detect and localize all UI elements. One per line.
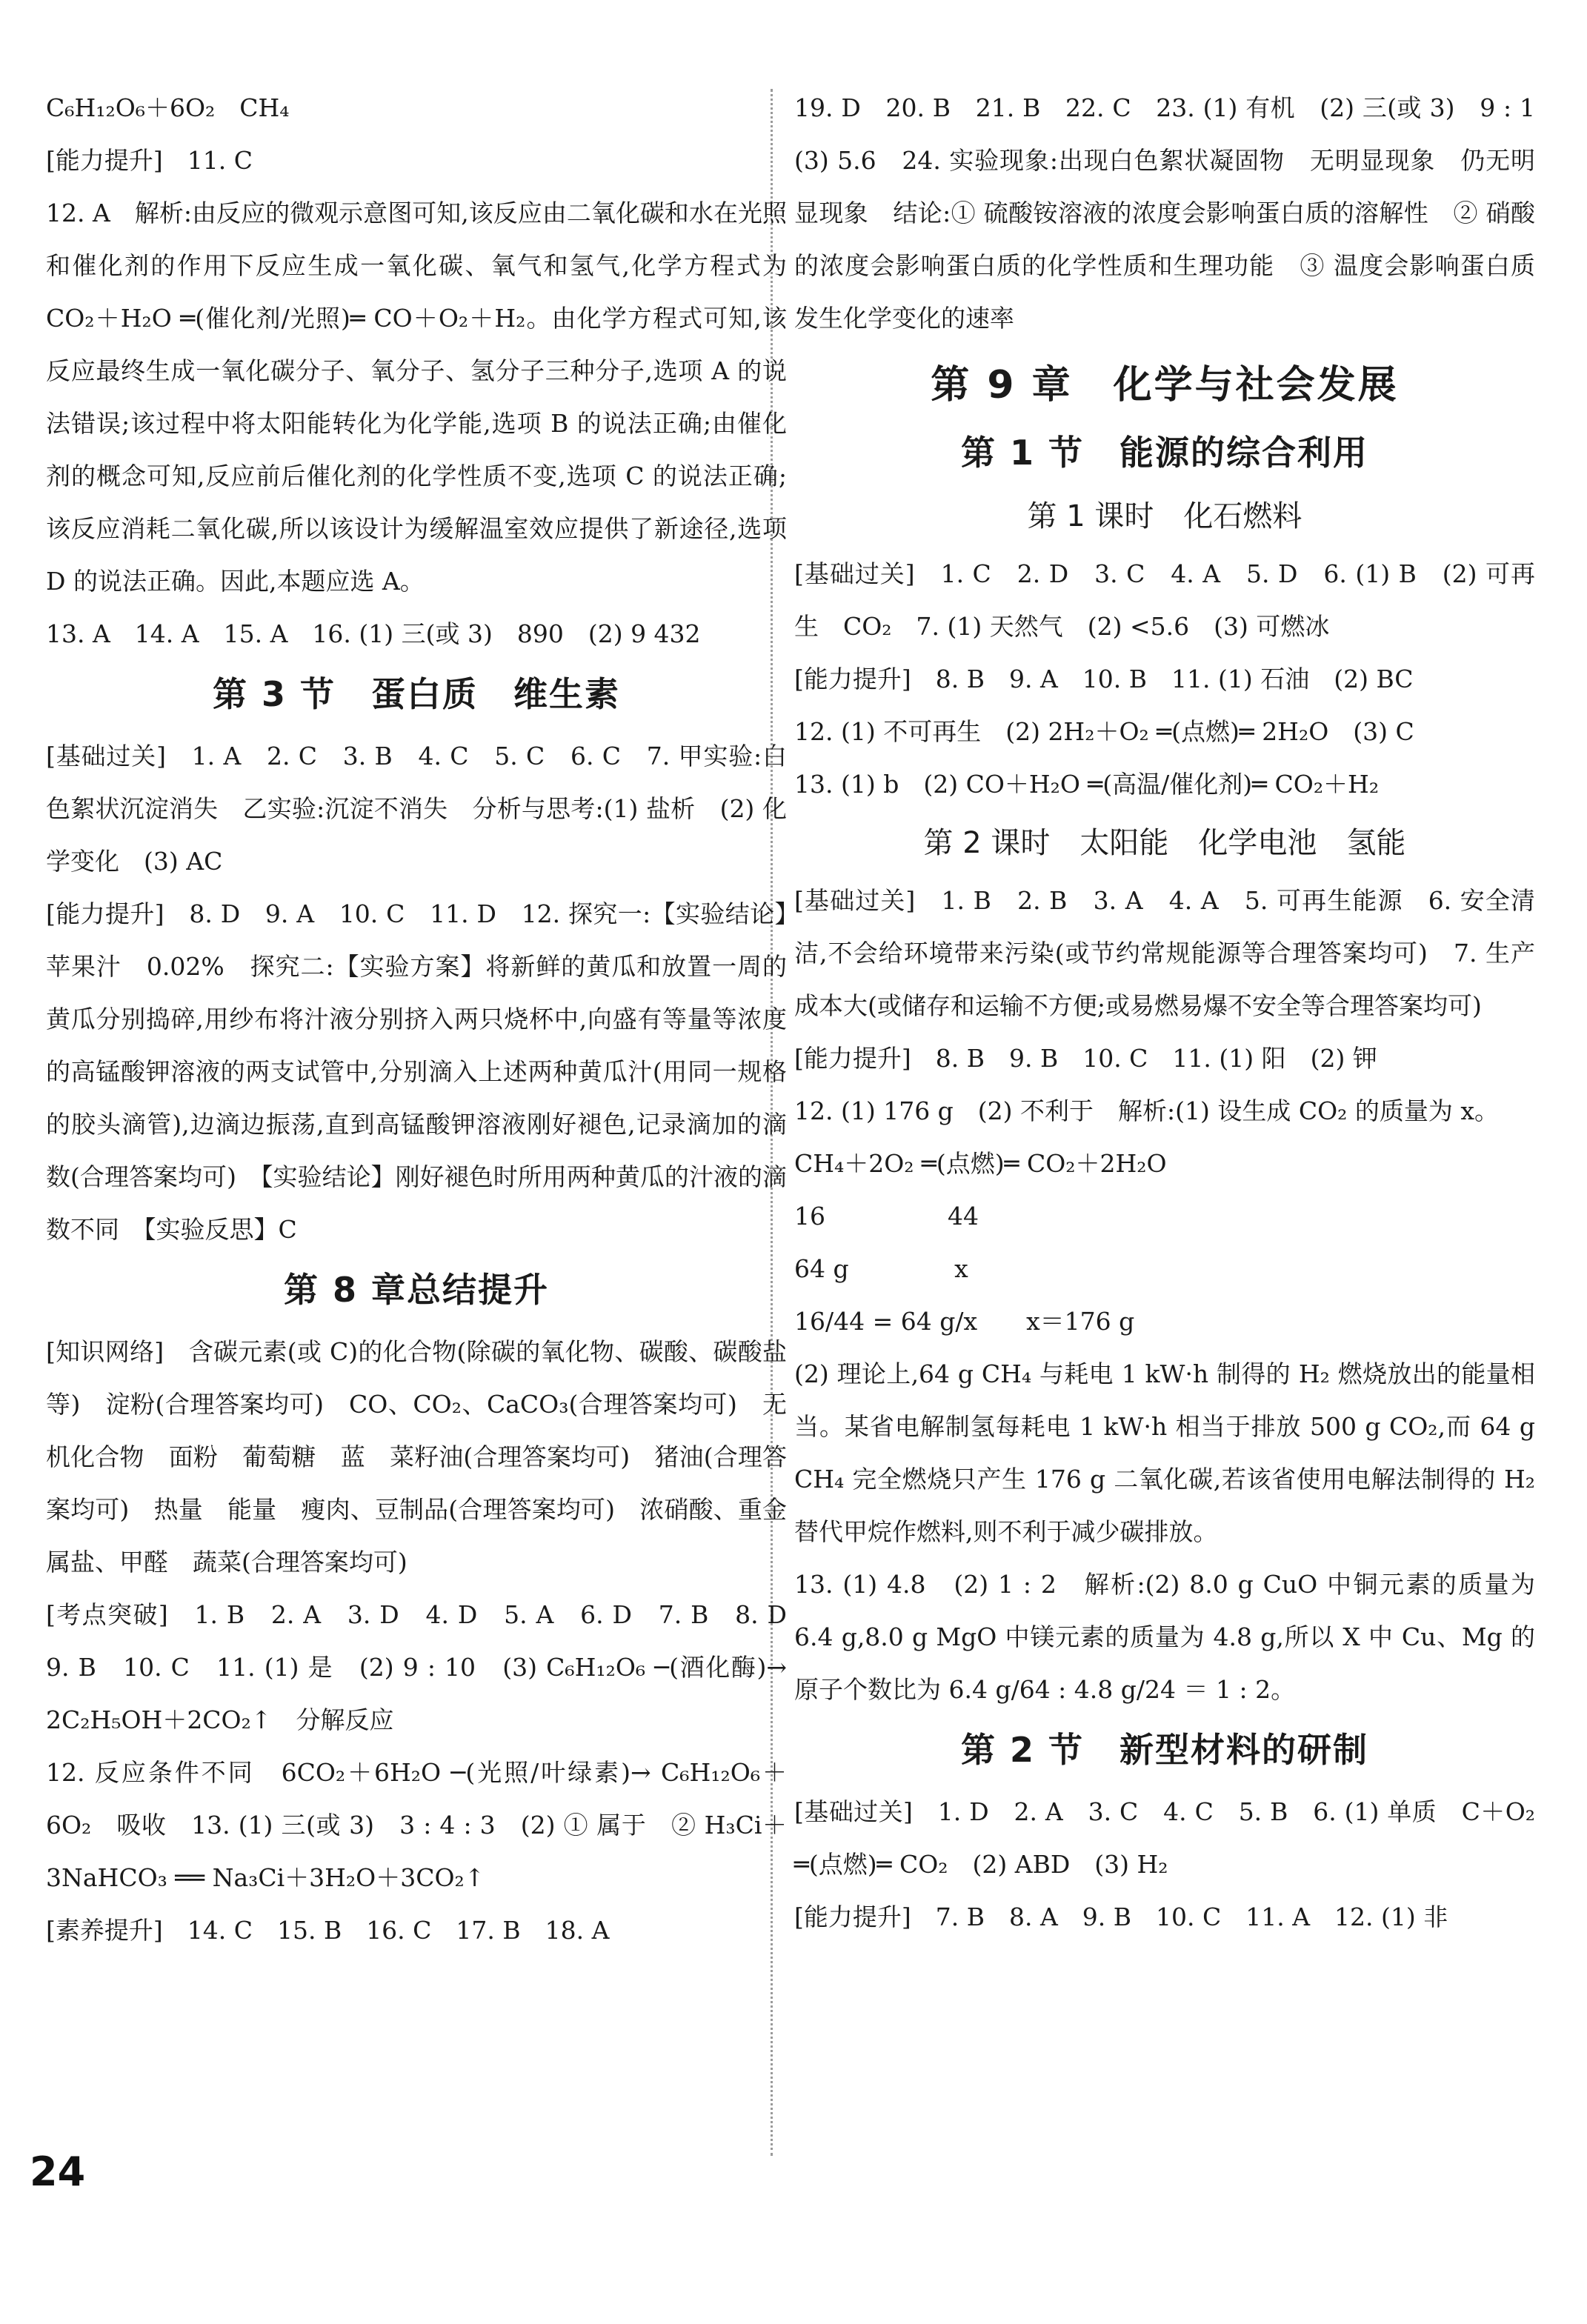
equation-line: 64 g x: [794, 1254, 968, 1283]
answer-line: 13. (1) b (2) CO＋H₂O ═(高温/催化剂)═ CO₂＋H₂: [794, 770, 1380, 799]
answer-line: 13. A 14. A 15. A 16. (1) 三(或 3) 890 (2) 9 432: [46, 619, 701, 648]
section-title: 第 2 节 新型材料的研制: [960, 1730, 1369, 1770]
lesson-title: 第 1 课时 化石燃料: [1027, 499, 1302, 533]
answer-line: [能力提升] 8. B 9. A 10. B 11. (1) 石油 (2) BC: [794, 665, 1414, 693]
right-column: [794, 81, 1560, 1943]
answer-line: C₆H₁₂O₆＋6O₂ CH₄: [46, 93, 290, 122]
section-title: 第 3 节 蛋白质 维生素: [212, 674, 621, 714]
answer-paragraph: 13. (1) 4.8 (2) 1 : 2 解析:(2) 8.0 g CuO 中铜元素的质量为 6.4 g,8.0 g MgO 中镁元素的质量为 4.8 g,所以 X 中 Cu、Mg 的原子个数比为 6.4 g/64 : 4.8 g/24 ＝ 1 : 2。: [794, 1570, 1535, 1704]
answer-paragraph: [基础过关] 1. A 2. C 3. B 4. C 5. C 6. C 7. 甲实验:白色絮状沉淀消失 乙实验:沉淀不消失 分析与思考:(1) 盐析 (2) 化学变化 (3) AC: [46, 742, 787, 876]
answer-paragraph: [基础过关] 1. C 2. D 3. C 4. A 5. D 6. (1) B (2) 可再生 CO₂ 7. (1) 天然气 (2) <5.6 (3) 可燃冰: [794, 559, 1535, 641]
answer-line: 12. (1) 不可再生 (2) 2H₂＋O₂ ═(点燃)═ 2H₂O (3) C: [794, 717, 1414, 746]
answer-line: [能力提升] 11. C: [46, 146, 253, 175]
left-column: [46, 81, 811, 1957]
answer-line: [能力提升] 7. B 8. A 9. B 10. C 11. A 12. (1) 非: [794, 1902, 1448, 1931]
equation-line: 16 44: [794, 1202, 979, 1231]
answer-paragraph: (2) 理论上,64 g CH₄ 与耗电 1 kW·h 制得的 H₂ 燃烧放出的能量相当。某省电解制氢每耗电 1 kW·h 相当于排放 500 g CO₂,而 64 g CH₄ 完全燃烧只产生 176 g 二氧化碳,若该省使用电解法制得的 H₂ 替代甲烷作燃料,则不利于减少碳排放。: [794, 1359, 1535, 1546]
equation-line: 16/44 = 64 g/x x＝176 g: [794, 1307, 1135, 1336]
answer-line: [能力提升] 8. B 9. B 10. C 11. (1) 阳 (2) 钾: [794, 1044, 1377, 1073]
answer-paragraph: [能力提升] 8. D 9. A 10. C 11. D 12. 探究一:【实验结论】苹果汁 0.02% 探究二:【实验方案】将新鲜的黄瓜和放置一周的黄瓜分别捣碎,用纱布将汁液分别挤入两只烧杯中,向盛有等量等浓度的高锰酸钾溶液的两支试管中,分别滴入上述两种黄瓜汁(用同一规格的胶头滴管),边滴边振荡,直到高锰酸钾溶液刚好褪色,记录滴加的滴数(合理答案均可) 【实验结论】刚好褪色时所用两种黄瓜的汁液的滴数不同 【实验反思】C: [46, 899, 787, 1244]
answer-paragraph: [知识网络] 含碳元素(或 C)的化合物(除碳的氧化物、碳酸、碳酸盐等) 淀粉(合理答案均可) CO、CO₂、CaCO₃(合理答案均可) 无机化合物 面粉 葡萄糖 蓝 菜籽油(合理答案均可) 猪油(合理答案均可) 热量 能量 瘦肉、豆制品(合理答案均可) 浓硝酸、重金属盐、甲醛 蔬菜(合理答案均可): [46, 1337, 787, 1576]
page-number: 24: [30, 2148, 86, 2195]
answer-line: [素养提升] 14. C 15. B 16. C 17. B 18. A: [46, 1916, 610, 1945]
answer-paragraph: 19. D 20. B 21. B 22. C 23. (1) 有机 (2) 三(或 3) 9 : 1 (3) 5.6 24. 实验现象:出现白色絮状凝固物 无明显现象 仍无明显现象 结论:① 硫酸铵溶液的浓度会影响蛋白质的溶解性 ② 硝酸的浓度会影响蛋白质的化学性质和生理功能 ③ 温度会影响蛋白质发生化学变化的速率: [794, 93, 1560, 333]
lesson-title: 第 2 课时 太阳能 化学电池 氢能: [923, 826, 1406, 860]
chapter-summary-title: 第 8 章总结提升: [283, 1270, 550, 1310]
answer-paragraph: 12. A 解析:由反应的微观示意图可知,该反应由二氧化碳和水在光照和催化剂的作用下反应生成一氧化碳、氧气和氢气,化学方程式为 CO₂＋H₂O ═(催化剂/光照)═ CO＋O₂＋H₂。由化学方程式可知,该反应最终生成一氧化碳分子、氧分子、氢分子三种分子,选项 A 的说法错误;该过程中将太阳能转化为化学能,选项 B 的说法正确;由催化剂的概念可知,反应前后催化剂的化学性质不变,选项 C 的说法正确;该反应消耗二氧化碳,所以该设计为缓解温室效应提供了新途径,选项 D 的说法正确。因此,本题应选 A。: [46, 199, 787, 596]
answer-paragraph: [基础过关] 1. D 2. A 3. C 4. C 5. B 6. (1) 单质 C＋O₂ ═(点燃)═ CO₂ (2) ABD (3) H₂: [794, 1797, 1535, 1879]
answer-paragraph: [基础过关] 1. B 2. B 3. A 4. A 5. 可再生能源 6. 安全清洁,不会给环境带来污染(或节约常规能源等合理答案均可) 7. 生产成本大(或储存和运输不方便;或易燃易爆不安全等合理答案均可): [794, 886, 1535, 1020]
answer-paragraph: 12. (1) 176 g (2) 不利于 解析:(1) 设生成 CO₂ 的质量为 x。: [794, 1096, 1500, 1125]
section-title: 第 1 节 能源的综合利用: [960, 433, 1369, 473]
equation-line: CH₄＋2O₂ ═(点燃)═ CO₂＋2H₂O: [794, 1149, 1167, 1178]
answer-paragraph: [考点突破] 1. B 2. A 3. D 4. D 5. A 6. D 7. B 8. D 9. B 10. C 11. (1) 是 (2) 9 : 10 (3) C₆H₁₂O₆ ─(酒化酶)→ 2C₂H₅OH＋2CO₂↑ 分解反应: [46, 1600, 811, 1734]
answer-paragraph: 12. 反应条件不同 6CO₂＋6H₂O ─(光照/叶绿素)→ C₆H₁₂O₆＋6O₂ 吸收 13. (1) 三(或 3) 3 : 4 : 3 (2) ① 属于 ② H₃Ci＋3NaHCO₃ ══ Na₃Ci＋3H₂O＋3CO₂↑: [46, 1758, 787, 1892]
chapter-title: 第 9 章 化学与社会发展: [931, 363, 1399, 407]
